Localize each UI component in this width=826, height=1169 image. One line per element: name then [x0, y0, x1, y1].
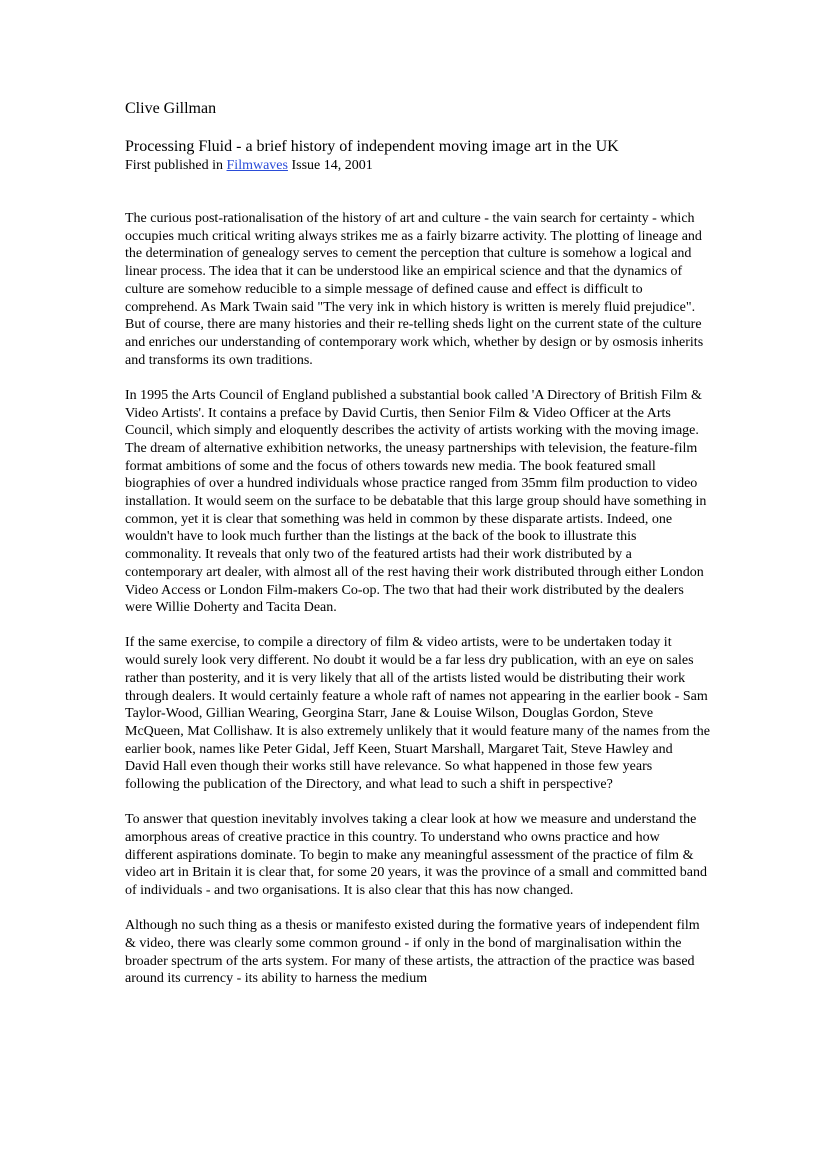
article-body: [125, 210, 710, 988]
publication-line: [125, 158, 710, 174]
paragraph-3: If the same exercise, to compile a directory of film & video artists, were to be undertaken today it would surely look very different. No doubt it would be a far less dry publication, with an eye on sales rather than posterity, and it is very likely that all of the artists listed would be distributing their work through dealers. It would certainly feature a whole raft of names not appearing in the earlier book - Sam Taylor-Wood, Gillian Wearing, Georgina Starr, Jane & Louise Wilson, Douglas Gordon, Steve McQueen, Mat Collishaw. It is also extremely unlikely that it would feature many of the names from the earlier book, names like Peter Gidal, Jeff Keen, Stuart Marshall, Margaret Tait, Steve Hawley and David Hall even though their works still have relevance. So what happened in those few years following the publication of the Directory, and what lead to such a shift in perspective?: [125, 635, 710, 793]
document-page: [125, 98, 710, 1006]
publication-suffix: Issue 14, 2001: [287, 158, 373, 173]
paragraph-1: The curious post-rationalisation of the history of art and culture - the vain search for certainty - which occupies much critical writing always strikes me as a fairly bizarre activity. The plotting of lineage and the determination of genealogy serves to cement the perception that culture is somehow a logical and linear process. The idea that it can be understood like an empirical science and that the dynamics of culture are somehow reducible to a simple message of defined cause and effect is difficult to comprehend. As Mark Twain said "The very ink in which history is written is merely fluid prejudice". But of course, there are many histories and their re-telling sheds light on the current state of the culture and enriches our understanding of contemporary work which, whether by design or by osmosis inherits and transforms its own traditions.: [125, 211, 704, 368]
filmwaves-link[interactable]: Filmwaves: [226, 158, 288, 173]
paragraph-5: Although no such thing as a thesis or manifesto existed during the formative years of independent film & video, there was clearly some common ground - if only in the bond of marginalisation within the broader spectrum of the arts system. For many of these artists, the attraction of the practice was based around its currency - its ability to harness the medium: [125, 918, 700, 987]
author-name: Clive Gillman: [125, 100, 217, 117]
paragraph-4: To answer that question inevitably involves taking a clear look at how we measure and understand the amorphous areas of creative practice in this country. To understand who owns practice and how different aspirations dominate. To begin to make any meaningful assessment of the practice of film & video art in Britain it is clear that, for some 20 years, it was the province of a small and committed band of individuals - and two organisations. It is also clear that this has now changed.: [125, 812, 708, 899]
publication-prefix: First published in: [125, 158, 227, 173]
title-block: [125, 136, 710, 174]
article-title: Processing Fluid - a brief history of independent moving image art in the UK: [125, 138, 619, 155]
paragraph-2: In 1995 the Arts Council of England published a substantial book called 'A Directory of British Film & Video Artists'. It contains a preface by David Curtis, then Senior Film & Video Officer at the Arts Council, which simply and eloquently describes the activity of artists working with the moving image. The dream of alternative exhibition networks, the uneasy partnerships with television, the feature-film format ambitions of some and the focus of others towards new media. The book featured small biographies of over a hundred individuals whose practice ranged from 35mm film production to video installation. It would seem on the surface to be debatable that this large group should have something in common, yet it is clear that something was held in common by these disparate artists. Indeed, one wouldn't have to look much further than the listings at the back of the book to illustrate this commonality. It reveals that only two of the featured artists had their work distributed by a contemporary art dealer, with almost all of the rest having their work distributed through either London Video Access or London Film-makers Co-op. The two that had their work distributed by the dealers were Willie Doherty and Tacita Dean.: [125, 387, 707, 616]
